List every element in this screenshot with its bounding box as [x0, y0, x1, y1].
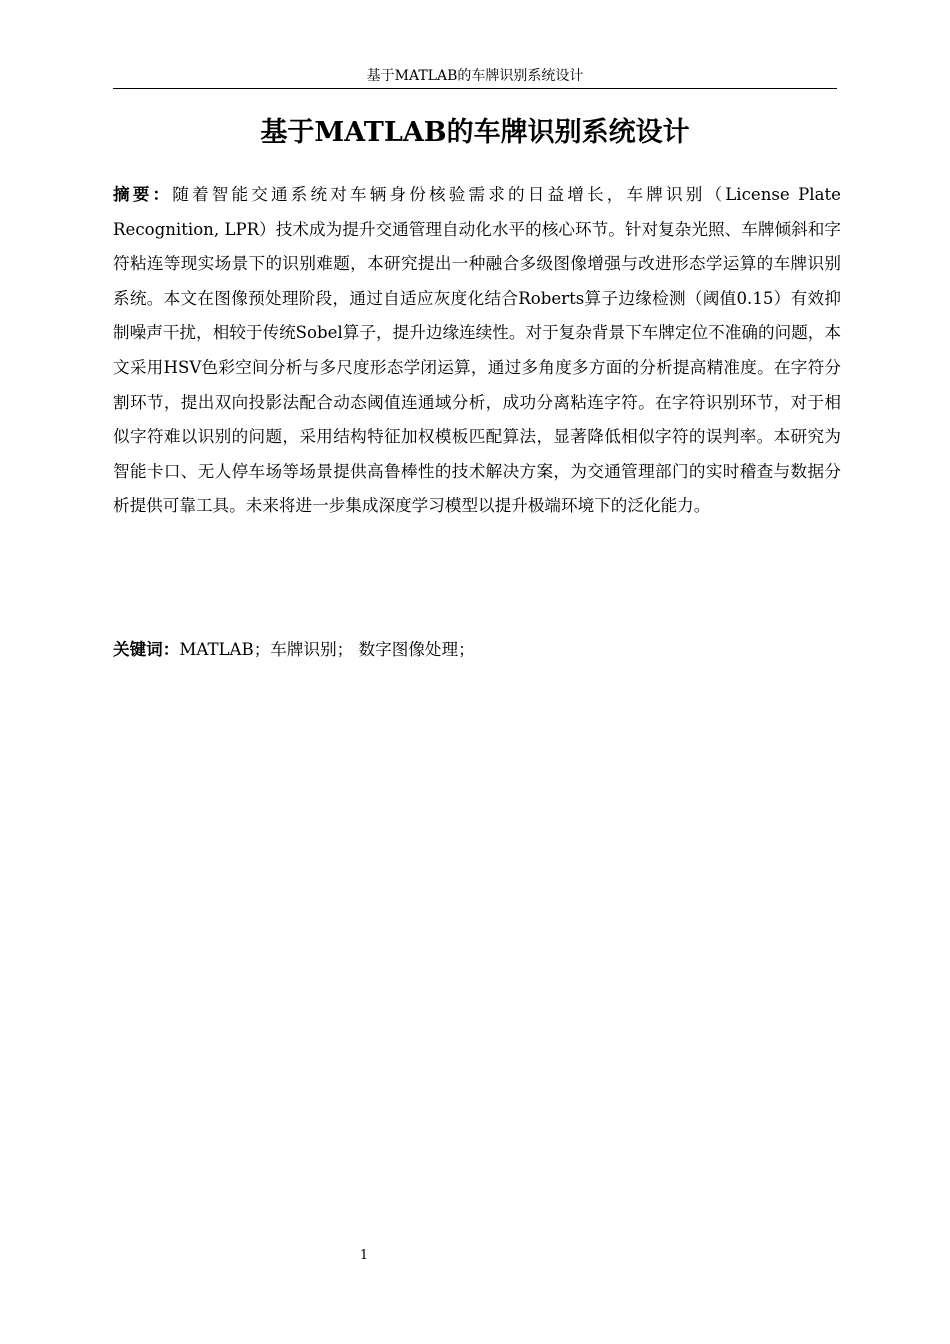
keywords-line	[113, 633, 837, 667]
keywords-label: 关键词：	[113, 640, 180, 659]
abstract-label: 摘要：	[113, 185, 173, 204]
abstract-text: 随着智能交通系统对车辆身份核验需求的日益增长，车牌识别（License Plate Recognition, LPR）技术成为提升交通管理自动化水平的核心环节。针对复杂光照、车牌倾斜和字符粘连等现实场景下的识别难题，本研究提出一种融合多级图像增强与改进形态学运算的车牌识别系统。本文在图像预处理阶段，通过自适应灰度化结合Roberts算子边缘检测（阈值0.15）有效抑制噪声干扰，相较于传统Sobel算子，提升边缘连续性。对于复杂背景下车牌定位不准确的问题，本文采用HSV色彩空间分析与多尺度形态学闭运算，通过多角度多方面的分析提高精准度。在字符分割环节，提出双向投影法配合动态阈值连通域分析，成功分离粘连字符。在字符识别环节，对于相似字符难以识别的问题，采用结构特征加权模板匹配算法，显著降低相似字符的误判率。本研究为智能卡口、无人停车场等场景提供高鲁棒性的技术解决方案，为交通管理部门的实时稽查与数据分析提供可靠工具。未来将进一步集成深度学习模型以提升极端环境下的泛化能力。	[113, 185, 841, 516]
running-header: 基于MATLAB的车牌识别系统设计	[366, 68, 584, 84]
paper-title: 基于MATLAB的车牌识别系统设计	[260, 117, 690, 148]
page-number: 1	[359, 1248, 369, 1263]
keywords-text: MATLAB；车牌识别； 数字图像处理；	[179, 640, 475, 659]
abstract-paragraph	[113, 178, 841, 524]
header-divider	[113, 88, 837, 89]
